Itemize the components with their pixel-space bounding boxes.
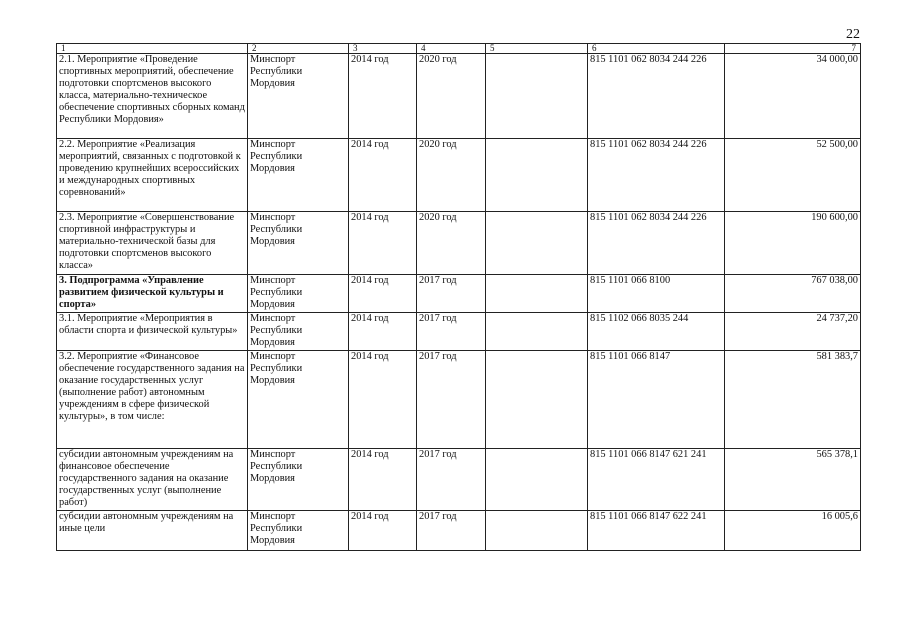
- amount-cell: 565 378,1: [725, 449, 861, 511]
- end-year-cell: 2017 год: [417, 313, 486, 351]
- table-row: [57, 139, 861, 212]
- column-number: 6: [588, 44, 725, 54]
- empty-cell: [486, 351, 588, 449]
- column-number: 7: [725, 44, 861, 54]
- executor-cell: Минспорт Республики Мордовия: [248, 212, 349, 275]
- executor-cell: Минспорт Республики Мордовия: [248, 139, 349, 212]
- executor-cell: Минспорт Республики Мордовия: [248, 313, 349, 351]
- start-year-cell: 2014 год: [349, 449, 417, 511]
- amount-cell: 16 005,6: [725, 511, 861, 551]
- start-year-cell: 2014 год: [349, 351, 417, 449]
- table-row: [57, 54, 861, 139]
- activity-name-cell: субсидии автономным учреждениям на финансовое обеспечение государственного задания на оказание государственных услуг (выполнение работ): [57, 449, 248, 511]
- end-year-cell: 2020 год: [417, 212, 486, 275]
- amount-cell: 24 737,20: [725, 313, 861, 351]
- column-number: 5: [486, 44, 588, 54]
- table-row: [57, 275, 861, 313]
- end-year-cell: 2020 год: [417, 139, 486, 212]
- table-row: [57, 313, 861, 351]
- page-number: 22: [846, 27, 860, 42]
- activity-name-cell: 2.3. Мероприятие «Совершенствование спортивной инфраструктуры и материально-технической базы для подготовки спортсменов высокого класса»: [57, 212, 248, 275]
- empty-cell: [486, 313, 588, 351]
- activity-name-cell: 3.2. Мероприятие «Финансовое обеспечение государственного задания на оказание государственных услуг (выполнение работ) автономным учреждениям в сфере физической культуры», в том числе:: [57, 351, 248, 449]
- budget-code-cell: 815 1101 062 8034 244 226: [588, 139, 725, 212]
- amount-cell: 52 500,00: [725, 139, 861, 212]
- activity-name-cell: 2.1. Мероприятие «Проведение спортивных мероприятий, обеспечение подготовки спортсменов высокого класса, материально-техническое обеспечение спортивных сборных команд Республики Мордовия»: [57, 54, 248, 139]
- executor-cell: Минспорт Республики Мордовия: [248, 351, 349, 449]
- budget-code-cell: 815 1101 066 8147: [588, 351, 725, 449]
- budget-code-cell: 815 1101 062 8034 244 226: [588, 212, 725, 275]
- table-row: [57, 449, 861, 511]
- start-year-cell: 2014 год: [349, 212, 417, 275]
- column-number: 4: [417, 44, 486, 54]
- amount-cell: 581 383,7: [725, 351, 861, 449]
- empty-cell: [486, 54, 588, 139]
- budget-table: [56, 43, 861, 551]
- activity-name-cell: 2.2. Мероприятие «Реализация мероприятий, связанных с подготовкой к проведению крупнейших всероссийских и международных спортивных соревнований»: [57, 139, 248, 212]
- column-number: 1: [57, 44, 248, 54]
- amount-cell: 767 038,00: [725, 275, 861, 313]
- activity-name-cell: 3.1. Мероприятие «Мероприятия в области спорта и физической культуры»: [57, 313, 248, 351]
- budget-code-cell: 815 1102 066 8035 244: [588, 313, 725, 351]
- start-year-cell: 2014 год: [349, 139, 417, 212]
- start-year-cell: 2014 год: [349, 275, 417, 313]
- column-number-row: [57, 44, 861, 54]
- executor-cell: Минспорт Республики Мордовия: [248, 54, 349, 139]
- end-year-cell: 2017 год: [417, 511, 486, 551]
- budget-code-cell: 815 1101 062 8034 244 226: [588, 54, 725, 139]
- empty-cell: [486, 275, 588, 313]
- table-row: [57, 511, 861, 551]
- end-year-cell: 2017 год: [417, 351, 486, 449]
- column-number: 2: [248, 44, 349, 54]
- end-year-cell: 2017 год: [417, 449, 486, 511]
- budget-code-cell: 815 1101 066 8147 622 241: [588, 511, 725, 551]
- executor-cell: Минспорт Республики Мордовия: [248, 275, 349, 313]
- start-year-cell: 2014 год: [349, 54, 417, 139]
- start-year-cell: 2014 год: [349, 313, 417, 351]
- executor-cell: Минспорт Республики Мордовия: [248, 449, 349, 511]
- activity-name-cell: субсидии автономным учреждениям на иные цели: [57, 511, 248, 551]
- end-year-cell: 2017 год: [417, 275, 486, 313]
- table-row: [57, 351, 861, 449]
- empty-cell: [486, 449, 588, 511]
- amount-cell: 34 000,00: [725, 54, 861, 139]
- start-year-cell: 2014 год: [349, 511, 417, 551]
- table-row: [57, 212, 861, 275]
- budget-code-cell: 815 1101 066 8100: [588, 275, 725, 313]
- column-number: 3: [349, 44, 417, 54]
- empty-cell: [486, 139, 588, 212]
- end-year-cell: 2020 год: [417, 54, 486, 139]
- subprogram-name-cell: 3. Подпрограмма «Управление развитием физической культуры и спорта»: [57, 275, 248, 313]
- amount-cell: 190 600,00: [725, 212, 861, 275]
- executor-cell: Минспорт Республики Мордовия: [248, 511, 349, 551]
- empty-cell: [486, 511, 588, 551]
- empty-cell: [486, 212, 588, 275]
- budget-code-cell: 815 1101 066 8147 621 241: [588, 449, 725, 511]
